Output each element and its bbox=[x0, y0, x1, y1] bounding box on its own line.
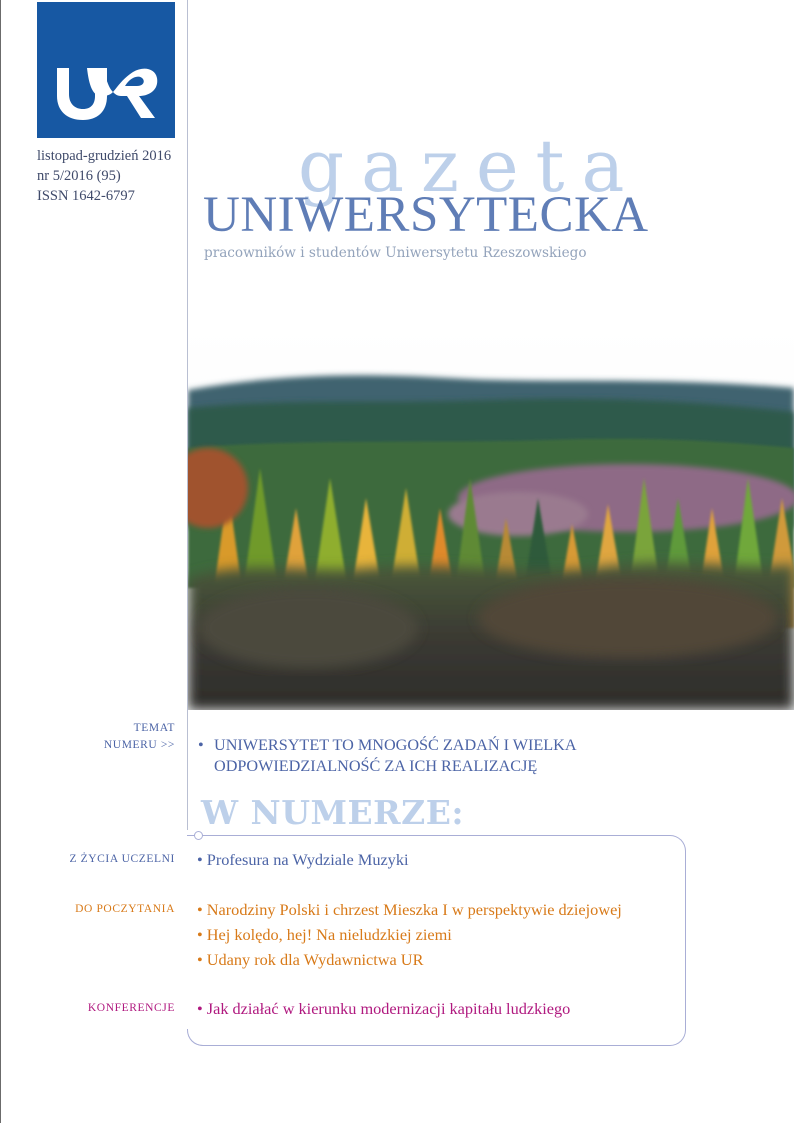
ur-monogram-icon bbox=[51, 64, 163, 122]
issue-date: listopad-grudzień 2016 bbox=[37, 148, 172, 164]
toc-item[interactable]: • Hej kolędo, hej! Na nieludzkiej ziemi bbox=[197, 925, 452, 944]
toc-frame-dot bbox=[194, 831, 203, 840]
section-label-konferencje: KONFERENCJE bbox=[87, 1002, 175, 1014]
lead-label-line1: TEMAT bbox=[133, 722, 175, 734]
issue-info bbox=[37, 146, 187, 206]
toc-item[interactable]: • Udany rok dla Wydawnictwa UR bbox=[197, 950, 424, 969]
masthead-title: UNIWERSYTECKA bbox=[203, 187, 649, 243]
masthead-gazeta: gazeta bbox=[298, 124, 642, 208]
toc-item[interactable]: • Jak działać w kierunku modernizacji kapitału ludzkiego bbox=[197, 999, 571, 1018]
autumn-forest-photo bbox=[188, 328, 794, 710]
lead-label bbox=[104, 720, 175, 754]
masthead-subtitle: pracowników i studentów Uniwersytetu Rzeszowskiego bbox=[204, 245, 587, 261]
issue-number: nr 5/2016 (95) bbox=[37, 168, 121, 184]
cover-photo bbox=[188, 328, 794, 710]
section-label-z-zycia-uczelni: Z ŻYCIA UCZELNI bbox=[69, 853, 175, 865]
page-edge-line bbox=[0, 0, 1, 1123]
lead-label-line2: NUMERU >> bbox=[103, 739, 175, 751]
lead-topic-text: UNIWERSYTET TO MNOGOŚĆ ZADAŃ I WIELKA ODPOWIEDZIALNOŚĆ ZA ICH REALIZACJĘ bbox=[214, 736, 576, 775]
university-logo bbox=[37, 2, 175, 138]
lead-bullet: • bbox=[198, 736, 204, 754]
section-label-do-poczytania: DO POCZYTANIA bbox=[75, 903, 175, 915]
issue-issn: ISSN 1642-6797 bbox=[37, 188, 135, 204]
in-issue-heading: W NUMERZE: bbox=[201, 793, 465, 832]
lead-topic bbox=[198, 735, 638, 777]
toc-item[interactable]: • Narodziny Polski i chrzest Mieszka I w perspektywie dziejowej bbox=[197, 900, 622, 919]
toc-item[interactable]: • Profesura na Wydziale Muzyki bbox=[197, 850, 409, 869]
